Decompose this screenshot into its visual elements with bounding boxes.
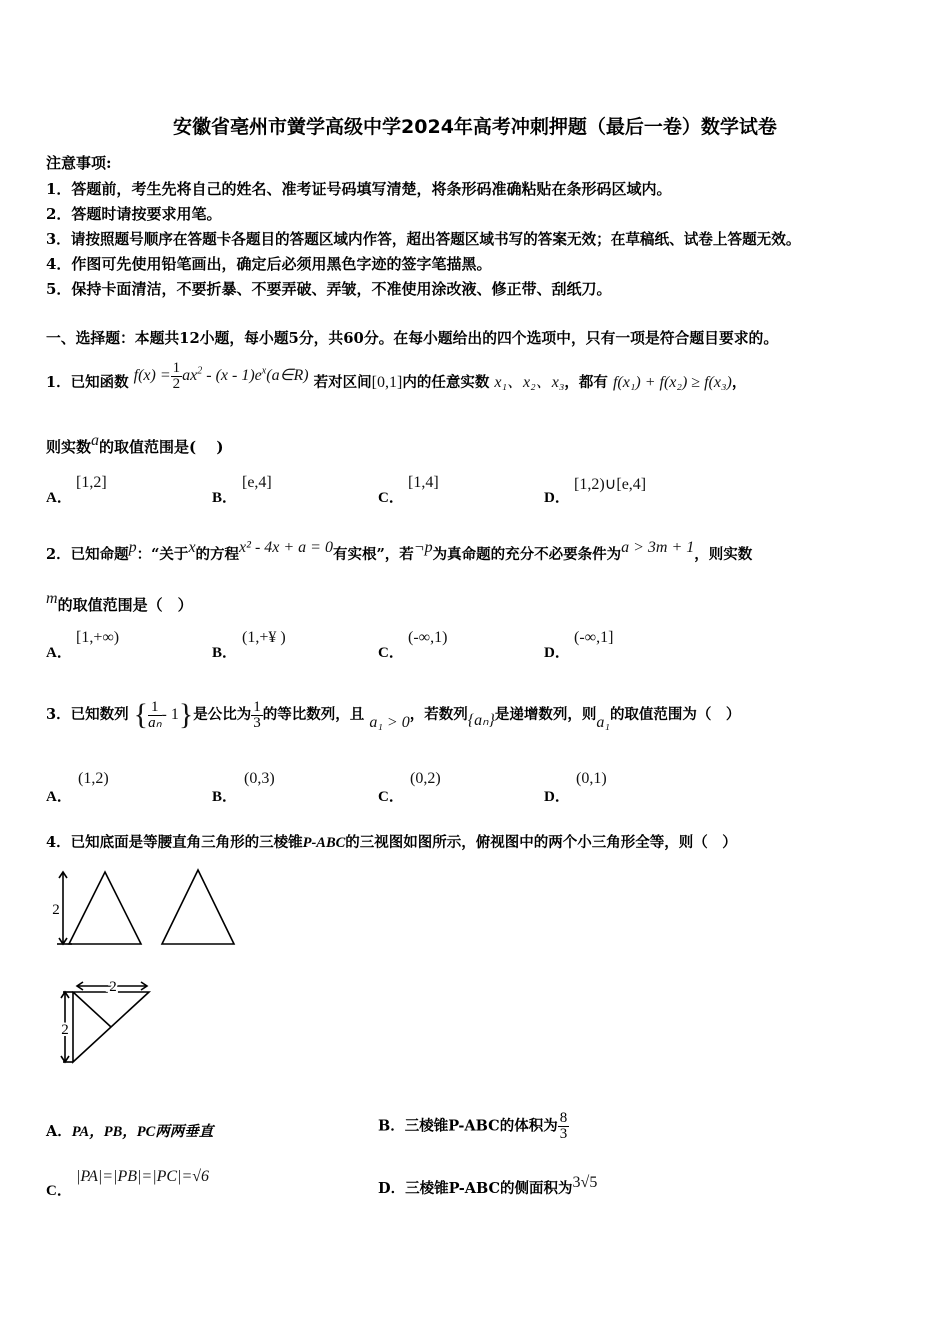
q3-text-5: 是递增数列，则 — [494, 706, 597, 723]
q1-interval: [0,1] — [371, 374, 403, 392]
section-heading: 一、选择题：本题共12小题，每小题5分，共60分。在每小题给出的四个选项中，只有一项是符合题目要求的。 — [46, 330, 779, 347]
q4-option-d — [378, 1174, 598, 1198]
q4-top-view — [55, 976, 165, 1068]
q4-option-d-value: 3√5 — [572, 1174, 598, 1191]
q1-text-5: ， — [731, 374, 747, 392]
q3-option-d-value: (0,1) — [576, 770, 607, 787]
q2-option-b-value: (1,+¥ ) — [242, 629, 286, 646]
q2-option-b-label: B． — [212, 645, 238, 661]
question-1 — [46, 360, 747, 399]
q1-option-c-label: C． — [378, 490, 404, 506]
q1-func-lhs: f(x) = — [133, 367, 171, 385]
notice-item-2: 2．答题时请按要求用笔。 — [46, 205, 222, 223]
q1-var-a: a — [91, 432, 100, 449]
q1-half: $\frac{1}{2}$ — [172, 360, 181, 392]
q3-option-c-label: C． — [378, 789, 404, 805]
q2-text-5: 为真命题的充分不必要条件为 — [432, 546, 622, 563]
q2-option-a-label: A． — [46, 645, 72, 661]
q2-not-p: ¬p — [413, 539, 433, 556]
q1-text-2: 若对区间 — [313, 374, 372, 392]
q1-line2-b: 的取值范围是( ) — [99, 438, 224, 456]
q4-option-b-text: 三棱锥P-ABC的体积为 — [404, 1117, 558, 1135]
question-3 — [46, 698, 740, 732]
q3-seq-tail: - 1 — [161, 706, 179, 723]
q4-option-c-label: C． — [46, 1183, 72, 1199]
q4-option-b — [378, 1111, 569, 1142]
front-view-triangle — [69, 872, 141, 944]
q3-option-a-value: (1,2) — [78, 770, 109, 787]
q3-a1: a₁ — [596, 714, 610, 731]
q2-var-x: x — [188, 539, 196, 556]
notice-item-1: 1．答题前，考生先将自己的姓名、准考证号码填写清楚，将条形码准确粘贴在条形码区域内。 — [46, 180, 672, 198]
q1-text-4: ，都有 — [564, 374, 608, 392]
q3-brace-open: { — [133, 698, 149, 731]
q2-option-c-label: C． — [378, 645, 404, 661]
q3-brace-close: } — [178, 698, 194, 731]
q2-equation: x² - 4x + a = 0 — [239, 539, 333, 556]
q4-option-a — [46, 1120, 213, 1141]
q1-line2-a: 则实数 — [46, 438, 92, 456]
q3-seq-an: {aₙ} — [467, 712, 495, 729]
q2-text-4: 有实根”，若 — [332, 546, 414, 563]
question-1-line-2 — [46, 432, 224, 457]
q2-var-m: m — [46, 590, 58, 607]
q1-option-b-value: [e,4] — [242, 474, 272, 491]
q1-option-a-value: [1,2] — [76, 474, 107, 491]
q1-func-ax: ax — [182, 367, 198, 385]
q2-line2: 的取值范围是（ ） — [57, 596, 193, 614]
q2-text-2: ：“关于 — [136, 546, 189, 563]
q3-condition: a₁ > 0 — [369, 714, 410, 731]
q1-option-d-value: [1,2)∪[e,4] — [574, 476, 647, 493]
top-view-dim-width-label: 2 — [109, 979, 117, 995]
question-2-line-2 — [46, 590, 193, 615]
q4-intro: 4．已知底面是等腰直角三角形的三棱锥 — [46, 834, 303, 851]
q2-option-c-value: (-∞,1) — [408, 629, 448, 646]
q4-option-d-label: D． — [378, 1180, 406, 1197]
q1-text-3: 内的任意实数 — [402, 374, 490, 392]
q3-seq-frac: $\frac{1}{\text{aₙ}}$ — [148, 698, 162, 731]
top-view-inner-line — [73, 992, 111, 1027]
q4-option-d-text: 三棱锥P-ABC的侧面积为 — [405, 1180, 573, 1197]
q1-intro: 1．已知函数 — [46, 374, 129, 392]
q1-inequality: f(x₁) + f(x₂) ≥ f(x₃) — [612, 374, 732, 392]
q4-text-2: 的三视图如图所示，俯视图中的两个小三角形全等，则（ ） — [345, 834, 737, 851]
q3-option-b-label: B． — [212, 789, 238, 805]
q1-option-c-value: [1,4] — [408, 474, 439, 491]
q2-text-6: ，则实数 — [694, 546, 753, 563]
q3-option-a-label: A． — [46, 789, 72, 805]
q2-option-a-value: [1,+∞) — [76, 629, 120, 646]
q4-option-b-label: B． — [378, 1117, 405, 1135]
front-view-dim-label: 2 — [52, 902, 60, 918]
q1-func-mid: - (x - 1)e — [202, 367, 262, 385]
question-2 — [46, 539, 753, 564]
q1-vars: x₁、x₂、x₃ — [494, 374, 565, 392]
q1-option-b-label: B． — [212, 490, 238, 506]
q3-option-b-value: (0,3) — [244, 770, 275, 787]
q3-intro: 3．已知数列 — [46, 706, 129, 723]
q4-option-a-label: A． — [46, 1123, 72, 1140]
q3-text-6: 的取值范围为（ ） — [609, 706, 741, 723]
q4-pabc: P-ABC — [302, 835, 346, 851]
question-4 — [46, 831, 737, 852]
q3-text-3: 的等比数列，且 — [262, 706, 365, 723]
q1-option-d-label: D． — [544, 490, 570, 506]
q3-ratio: $\frac{1}{3}$ — [253, 698, 261, 731]
q2-condition: a > 3m + 1 — [621, 539, 695, 556]
q4-front-side-views — [50, 862, 250, 952]
notice-item-5: 5．保持卡面清洁，不要折暴、不要弄破、弄皱，不准使用涂改液、修正带、刮纸刀。 — [46, 280, 612, 298]
q4-option-c-value: |PA|=|PB|=|PC|=√6 — [76, 1168, 210, 1185]
page-title: 安徽省亳州市黉学高级中学2024年高考冲刺押题（最后一卷）数学试卷 — [173, 116, 777, 138]
q2-intro: 2．已知命题 — [46, 546, 129, 563]
q2-var-p: p — [128, 539, 137, 556]
notice-heading: 注意事项: — [46, 154, 112, 172]
notice-item-4: 4．作图可先使用铅笔画出，确定后必须用黑色字迹的签字笔描黑。 — [46, 255, 492, 273]
q1-func-domain: (a∈R) — [266, 367, 309, 385]
notice-item-3: 3．请按照题号顺序在答题卡各题目的答题区域内作答，超出答题区域书写的答案无效；在草稿纸、试卷上答题无效。 — [46, 231, 801, 248]
side-view-triangle — [162, 870, 234, 944]
q1-option-a-label: A． — [46, 490, 72, 506]
q4-option-b-frac: $\frac{8}{3}$ — [559, 1110, 568, 1142]
q3-text-2: 是公比为 — [193, 706, 252, 723]
q2-option-d-value: (-∞,1] — [574, 629, 614, 646]
q1-function: f(x) = $\frac{1}{2}$ $ax^2 - (x$ - $1)e^x(a\in R)$ — [133, 360, 309, 392]
q3-option-d-label: D． — [544, 789, 570, 805]
top-view-dim-height-label: 2 — [61, 1022, 69, 1038]
q3-option-c-value: (0,2) — [410, 770, 441, 787]
q2-option-d-label: D． — [544, 645, 570, 661]
q3-text-4: ，若数列 — [409, 706, 468, 723]
q2-text-3: 的方程 — [195, 546, 240, 563]
q4-option-a-text: PA，PB，PC两两垂直 — [71, 1124, 214, 1140]
